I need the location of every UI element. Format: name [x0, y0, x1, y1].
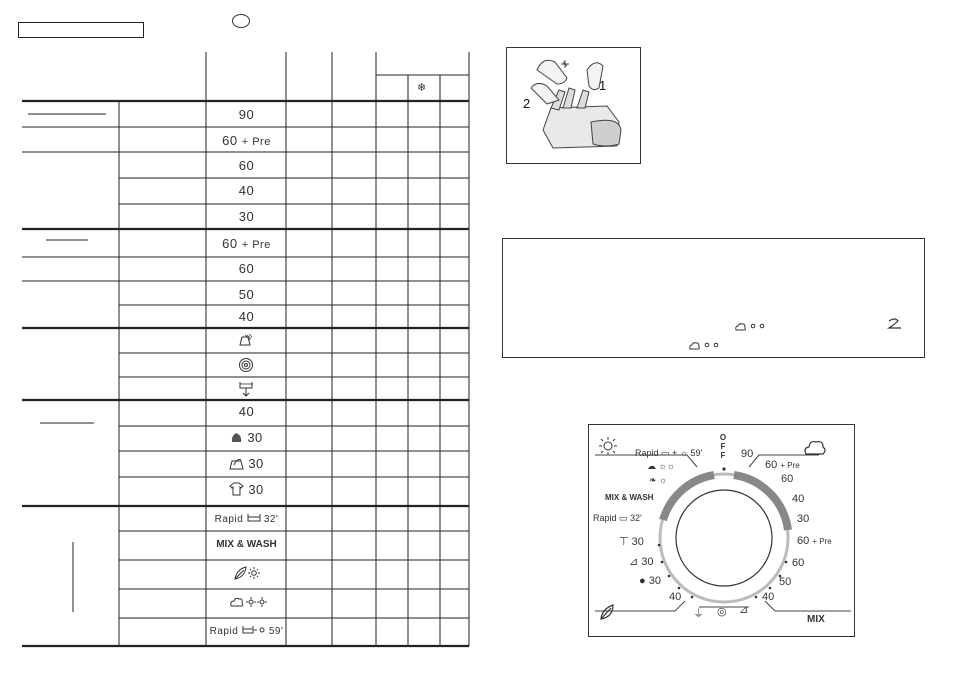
dial-temp-50[interactable]: 50: [779, 576, 792, 588]
shirt-icon: [229, 482, 244, 496]
feather-sun-icon: [233, 565, 261, 581]
dial-bottom-40[interactable]: 40: [669, 591, 682, 603]
dial-drain-icon[interactable]: ⏚: [693, 608, 704, 620]
rinse-icon: [238, 333, 254, 349]
tub-sun-icon: [242, 625, 266, 635]
dial-temp-60[interactable]: 60: [781, 473, 794, 485]
dial-temp-40[interactable]: 40: [792, 493, 805, 505]
note-cloud-sun-icon-2: [688, 339, 722, 351]
hand-wash-icon: [229, 456, 244, 470]
dial-mix-wash[interactable]: MIX & WASH: [605, 493, 654, 502]
dial-feather-sun[interactable]: ❧ ☼: [649, 475, 668, 485]
dial-hand-30[interactable]: ⊿ 30: [629, 556, 654, 568]
note-hand-symbol-icon: [886, 317, 904, 331]
dial-rinse-icon[interactable]: ⊿: [739, 604, 749, 616]
dial-off-label[interactable]: OFF: [719, 433, 727, 460]
sun-icon: [599, 437, 617, 455]
feather-icon: [599, 603, 617, 621]
dial-temp-60-2[interactable]: 60: [792, 557, 805, 569]
note-cloud-sun-icon: [734, 320, 768, 332]
row-shirt-30: 30: [207, 482, 286, 497]
figure-label-1: 1: [599, 78, 607, 93]
row-temp-60: 60: [238, 158, 255, 173]
cloud-icon: [803, 437, 827, 457]
row-temp-60-pre-2: 60 + Pre: [222, 236, 271, 251]
cloud-sun-icon: [229, 594, 269, 610]
dial-cloud-sun[interactable]: ☁ ☼☼: [647, 461, 675, 471]
spin-icon: [238, 357, 254, 373]
tub-icon: [247, 513, 261, 523]
row-temp-60-pre: 60 + Pre: [222, 133, 271, 148]
dial-wool-30[interactable]: ● 30: [639, 575, 661, 587]
dial-temp-60-pre[interactable]: 60 + Pre: [765, 459, 800, 471]
row-hand-wash-30: 30: [207, 456, 286, 471]
row-mix-and-wash: MIX & WASH: [216, 539, 277, 550]
row-temp-90: 90: [238, 107, 255, 122]
wool-icon: [230, 431, 243, 444]
figure-label-2: 2: [523, 96, 531, 111]
dial-rapid-32[interactable]: Rapid ▭ 32': [593, 513, 642, 523]
program-dial-panel: [588, 424, 855, 637]
drain-icon: [238, 380, 254, 398]
row-temp-40-3: 40: [238, 404, 255, 419]
dial-temp-30[interactable]: 30: [797, 513, 810, 525]
dial-temp-60-pre-2[interactable]: 60 + Pre: [797, 535, 832, 547]
snowflake-icon: ❄: [417, 82, 427, 94]
dial-temp-90[interactable]: 90: [741, 448, 754, 460]
row-rapid-32: Rapid 32': [214, 514, 279, 525]
row-temp-40-2: 40: [238, 309, 255, 324]
dial-temp-40-2[interactable]: 40: [762, 591, 775, 603]
row-temp-60-2: 60: [238, 261, 255, 276]
row-temp-40: 40: [238, 183, 255, 198]
row-temp-50: 50: [238, 287, 255, 302]
dial-rapid-59[interactable]: Rapid ▭ + ☼ 59': [635, 448, 703, 458]
row-temp-30: 30: [238, 209, 255, 224]
dial-spin-icon[interactable]: ◎: [717, 606, 727, 618]
row-rapid-59: Rapid 59': [209, 626, 284, 637]
note-box: [502, 238, 925, 358]
dial-mix-label: MIX: [807, 614, 825, 625]
row-wool-30: 30: [207, 430, 286, 445]
detergent-drawer-figure: [506, 47, 641, 164]
dial-shirt-30[interactable]: ⊤ 30: [619, 536, 644, 548]
